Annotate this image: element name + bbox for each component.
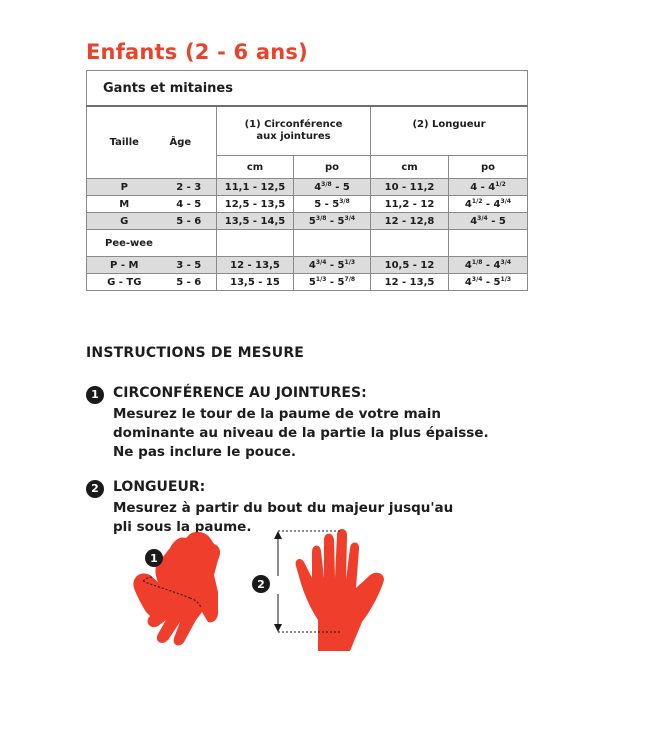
step-line: dominante au niveau de la partie la plus épaisse.	[113, 425, 489, 441]
page-title: Enfants (2 - 6 ans)	[86, 40, 308, 64]
hand-length-icon	[296, 529, 384, 651]
peewee-subheader: Pee-wee	[87, 230, 217, 257]
length-po-cell: $4^{1/2} - 4^{3/4}$	[449, 196, 528, 213]
column-header-taille: Taille	[87, 106, 162, 179]
group-circonference-label: (1) Circonférence aux jointures	[244, 119, 343, 142]
step-line: Mesurez le tour de la paume de votre main	[113, 406, 442, 422]
circ-po-cell: $4^{3/4} - 5^{1/3}$	[294, 257, 371, 274]
circ-po-cell: $5 - 5^{3/8}$	[294, 196, 371, 213]
step-line: pli sous la paume.	[113, 519, 252, 535]
size-cell: P	[87, 179, 162, 196]
column-group-longueur: (2) Longueur	[371, 106, 528, 156]
marker-1-badge	[145, 549, 163, 567]
circ-po-cell: $5^{1/3} - 5^{7/8}$	[294, 274, 371, 291]
length-po-cell: $4^{3/4} - 5$	[449, 213, 528, 230]
unit-header: cm	[217, 156, 294, 179]
age-cell: 4 - 5	[162, 196, 217, 213]
circ-cm-cell: 11,1 - 12,5	[217, 179, 294, 196]
unit-header: po	[449, 156, 528, 179]
length-cm-cell: 12 - 12,8	[371, 213, 449, 230]
circ-cm-cell: 13,5 - 14,5	[217, 213, 294, 230]
step-line: Ne pas inclure le pouce.	[113, 444, 296, 460]
size-cell: G - TG	[87, 274, 162, 291]
length-po-cell: $4^{3/4} - 5^{1/3}$	[449, 274, 528, 291]
table-caption: Gants et mitaines	[87, 71, 528, 107]
length-po-cell: $4^{1/8} - 4^{3/4}$	[449, 257, 528, 274]
step-title: LONGUEUR:	[113, 479, 206, 495]
length-cm-cell: 10 - 11,2	[371, 179, 449, 196]
age-cell: 5 - 6	[162, 213, 217, 230]
circ-cm-cell: 12 - 13,5	[217, 257, 294, 274]
length-cm-cell: 12 - 13,5	[371, 274, 449, 291]
circ-cm-cell: 12,5 - 13,5	[217, 196, 294, 213]
step-number-badge: 2	[86, 480, 104, 498]
age-cell: 2 - 3	[162, 179, 217, 196]
size-cell: G	[87, 213, 162, 230]
circ-po-cell: $5^{3/8} - 5^{3/4}$	[294, 213, 371, 230]
svg-text:1: 1	[150, 552, 158, 565]
size-cell: M	[87, 196, 162, 213]
column-header-age: Âge	[162, 106, 217, 179]
step-title: CIRCONFÉRENCE AU JOINTURES:	[113, 385, 367, 401]
hand-circumference-icon	[133, 532, 220, 646]
step-number-badge: 1	[86, 386, 104, 404]
circ-cm-cell: 13,5 - 15	[217, 274, 294, 291]
step-line: Mesurez à partir du bout du majeur jusqu'au	[113, 500, 454, 516]
size-cell: P - M	[87, 257, 162, 274]
age-cell: 5 - 6	[162, 274, 217, 291]
svg-text:2: 2	[257, 578, 265, 591]
circ-po-cell: $4^{3/8} - 5$	[294, 179, 371, 196]
age-cell: 3 - 5	[162, 257, 217, 274]
instructions-heading: INSTRUCTIONS DE MESURE	[86, 345, 305, 361]
length-cm-cell: 10,5 - 12	[371, 257, 449, 274]
length-po-cell: $4 - 4^{1/2}$	[449, 179, 528, 196]
unit-header: cm	[371, 156, 449, 179]
length-cm-cell: 11,2 - 12	[371, 196, 449, 213]
unit-header: po	[294, 156, 371, 179]
marker-2-badge	[252, 575, 290, 594]
